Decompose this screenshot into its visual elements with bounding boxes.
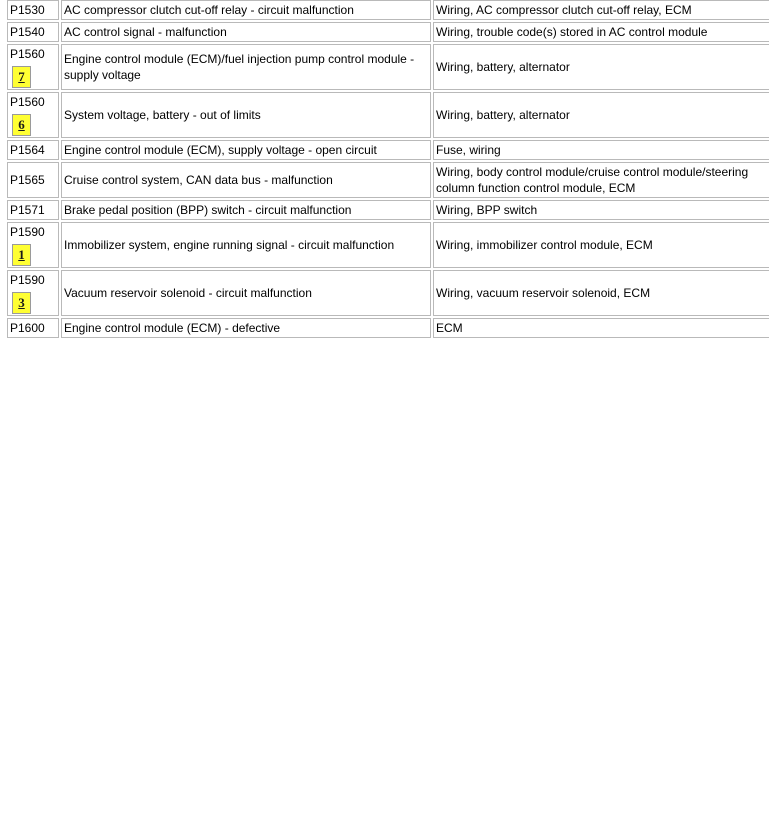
note-link-badge[interactable]: 1 [12, 244, 31, 266]
dtc-probable-cause: Wiring, body control module/cruise control module/steering column function control module, ECM [433, 162, 769, 198]
dtc-code: P1590 [10, 273, 45, 287]
table-row [7, 22, 769, 42]
dtc-code: P1560 [10, 95, 45, 109]
table-row [7, 140, 769, 160]
dtc-code: P1565 [10, 173, 45, 187]
dtc-description: Engine control module (ECM)/fuel injection pump control module - supply voltage [61, 44, 431, 90]
dtc-probable-cause: Fuse, wiring [433, 140, 769, 160]
table-row [7, 92, 769, 138]
dtc-description: Brake pedal position (BPP) switch - circuit malfunction [61, 200, 431, 220]
table-row [7, 200, 769, 220]
dtc-probable-cause: Wiring, battery, alternator [433, 44, 769, 90]
dtc-code-cell [7, 92, 59, 138]
dtc-code-cell [7, 162, 59, 198]
dtc-code: P1560 [10, 47, 45, 61]
dtc-code-cell [7, 22, 59, 42]
dtc-probable-cause: Wiring, battery, alternator [433, 92, 769, 138]
table-row [7, 44, 769, 90]
dtc-probable-cause: Wiring, trouble code(s) stored in AC control module [433, 22, 769, 42]
table-row [7, 162, 769, 198]
dtc-code: P1564 [10, 143, 45, 157]
dtc-probable-cause: Wiring, vacuum reservoir solenoid, ECM [433, 270, 769, 316]
dtc-code-cell [7, 222, 59, 268]
dtc-code-cell [7, 140, 59, 160]
dtc-code-cell [7, 318, 59, 338]
dtc-description: Immobilizer system, engine running signal - circuit malfunction [61, 222, 431, 268]
dtc-description: System voltage, battery - out of limits [61, 92, 431, 138]
dtc-code-cell [7, 44, 59, 90]
dtc-code-cell [7, 200, 59, 220]
dtc-probable-cause: ECM [433, 318, 769, 338]
dtc-code-cell [7, 270, 59, 316]
table-row [7, 318, 769, 338]
dtc-description: AC control signal - malfunction [61, 22, 431, 42]
dtc-probable-cause: Wiring, immobilizer control module, ECM [433, 222, 769, 268]
dtc-description: Engine control module (ECM), supply voltage - open circuit [61, 140, 431, 160]
dtc-code: P1530 [10, 3, 45, 17]
dtc-code: P1590 [10, 225, 45, 239]
dtc-code: P1571 [10, 203, 45, 217]
table-row [7, 222, 769, 268]
note-link-badge[interactable]: 6 [12, 114, 31, 136]
dtc-code: P1600 [10, 321, 45, 335]
table-row [7, 0, 769, 20]
dtc-description: AC compressor clutch cut-off relay - circuit malfunction [61, 0, 431, 20]
note-link-badge[interactable]: 3 [12, 292, 31, 314]
dtc-description: Vacuum reservoir solenoid - circuit malfunction [61, 270, 431, 316]
table-row [7, 270, 769, 316]
dtc-table-viewport [0, 0, 769, 340]
note-link-badge[interactable]: 7 [12, 66, 31, 88]
dtc-code-cell [7, 0, 59, 20]
trouble-code-table [5, 0, 769, 340]
dtc-description: Engine control module (ECM) - defective [61, 318, 431, 338]
dtc-code: P1540 [10, 25, 45, 39]
dtc-probable-cause: Wiring, BPP switch [433, 200, 769, 220]
dtc-description: Cruise control system, CAN data bus - malfunction [61, 162, 431, 198]
dtc-probable-cause: Wiring, AC compressor clutch cut-off relay, ECM [433, 0, 769, 20]
